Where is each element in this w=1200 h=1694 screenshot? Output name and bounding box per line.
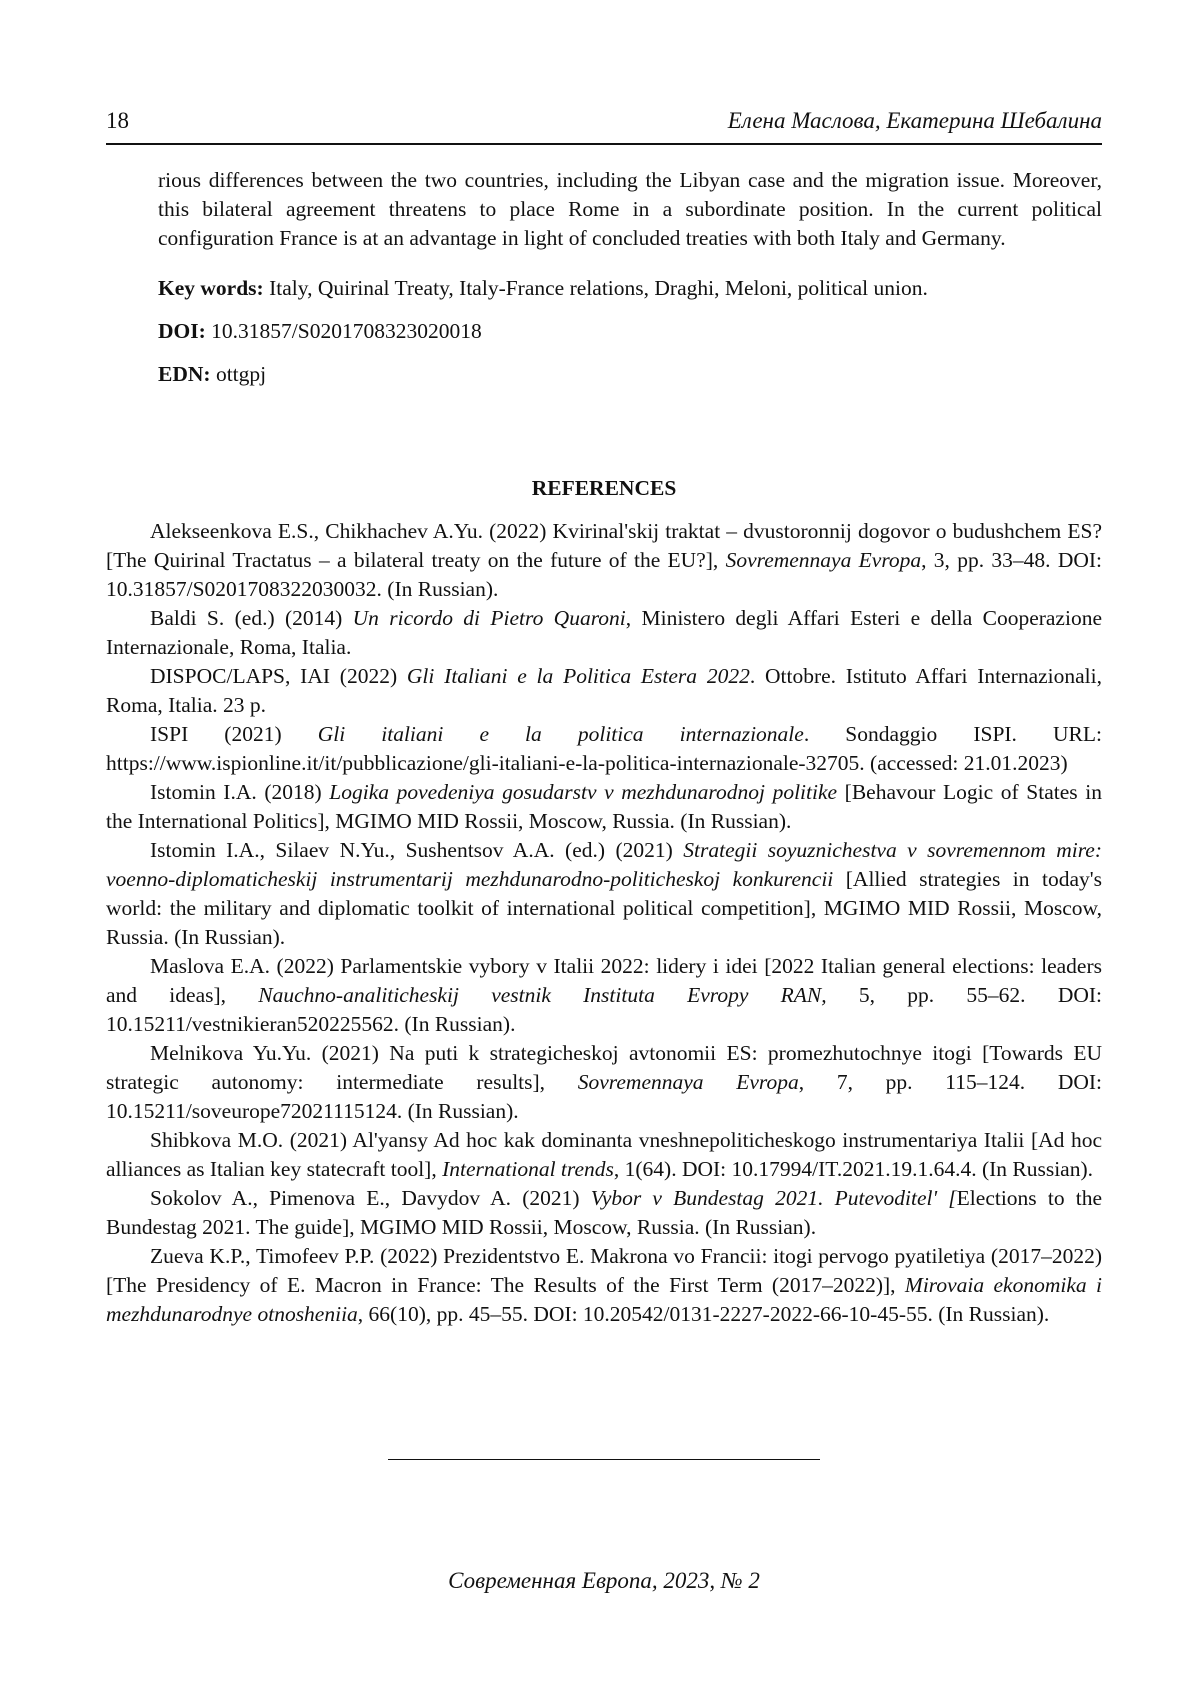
reference-text: DISPOC/LAPS, IAI (2022) bbox=[150, 664, 407, 688]
reference-entry bbox=[106, 662, 1102, 720]
reference-text: . Ottobre. Istituto Affari Internazionali, Roma, Italia. 23 p. bbox=[106, 664, 1102, 717]
references-heading: REFERENCES bbox=[531, 476, 677, 500]
reference-entry bbox=[106, 1039, 1102, 1126]
reference-text: Melnikova Yu.Yu. (2021) Na puti k strategicheskoj avtonomii ES: promezhutochnye itogi [Towards EU strategic autonomy: intermediate results], bbox=[106, 1041, 1102, 1094]
reference-text: , 66(10), pp. 45–55. DOI: 10.20542/0131-2227-2022-66-10-45-55. (In Russian). bbox=[357, 1302, 1050, 1326]
page-header bbox=[106, 103, 1102, 145]
reference-italic-title: Sovremennaya Evropa bbox=[725, 548, 922, 572]
reference-text: ISPI (2021) bbox=[150, 722, 318, 746]
reference-text: , 1(64). DOI: 10.17994/IT.2021.19.1.64.4. (In Russian). bbox=[613, 1157, 1094, 1181]
edn-label: EDN: bbox=[158, 362, 211, 386]
keywords-line bbox=[158, 274, 928, 303]
reference-italic-title: International trends bbox=[442, 1157, 614, 1181]
reference-text: Shibkova M.O. (2021) Al'yansy Ad hoc kak dominanta vneshnepoliticheskogo instrumentariya Italii [Ad hoc alliances as Italian key statecraft tool], bbox=[106, 1128, 1102, 1181]
reference-text: Istomin I.A. (2018) bbox=[150, 780, 330, 804]
reference-italic-title: Vybor v Bundestag 2021. Putevoditel' [ bbox=[590, 1186, 957, 1210]
doi-line bbox=[158, 317, 482, 346]
abstract-text: rious differences between the two countries, including the Libyan case and the migration issue. Moreover, this bilateral agreement threatens to place Rome in a subordinate position. In the current political configuration France is at an advantage in light of concluded treaties with both Italy and Germany. bbox=[158, 168, 1102, 250]
doi-label: DOI: bbox=[158, 319, 206, 343]
doi-value: 10.31857/S0201708323020018 bbox=[211, 319, 482, 343]
reference-text: Elections to the Bundestag 2021. The guide], MGIMO MID Rossii, Moscow, Russia. (In Russian). bbox=[106, 1186, 1103, 1239]
reference-entry bbox=[106, 1126, 1102, 1184]
reference-text: Zueva K.P., Timofeev P.P. (2022) Prezidentstvo E. Makrona vo Francii: itogi pervogo pyatiletiya (2017–2022) [The Presidency of E. Macron in France: The Results of the First Term (2017–2022)], bbox=[106, 1244, 1102, 1297]
reference-entry bbox=[106, 778, 1102, 836]
reference-entry bbox=[106, 952, 1102, 1039]
reference-text: , 3, pp. 33–48. DOI: 10.31857/S0201708322030032. (In Russian). bbox=[106, 548, 1103, 601]
reference-entry bbox=[106, 720, 1102, 778]
reference-italic-title: Sovremennaya Evropa bbox=[577, 1070, 799, 1094]
reference-text: Alekseenkova E.S., Chikhachev A.Yu. (2022) Kvirinal'skij traktat – dvustoronnij dogovor o budushchem ES? [The Quirinal Tractatus – a bilateral treaty on the future of the EU?], bbox=[106, 519, 1102, 572]
reference-italic-title: Strategii soyuznichestva v sovremennom mire: voenno-diplomaticheskij instrumentarij mezhdunarodno-politicheskoj konkurencii bbox=[106, 838, 1102, 891]
reference-text: , Ministero degli Affari Esteri e della Cooperazione Internazionale, Roma, Italia. bbox=[106, 606, 1102, 659]
abstract-continuation bbox=[158, 166, 1102, 253]
reference-italic-title: Mirovaia ekonomika i mezhdunarodnye otnosheniia bbox=[106, 1273, 1102, 1326]
reference-text: [Allied strategies in today's world: the military and diplomatic toolkit of international political competition], MGIMO MID Rossii, Moscow, Russia. (In Russian). bbox=[106, 867, 1102, 949]
reference-italic-title: Gli Italiani e la Politica Estera 2022 bbox=[406, 664, 750, 688]
reference-text: Baldi S. (ed.) (2014) bbox=[150, 606, 353, 630]
reference-entry bbox=[106, 836, 1102, 952]
page-number: 18 bbox=[106, 108, 129, 133]
reference-italic-title: Logika povedeniya gosudarstv v mezhdunarodnoj politike bbox=[329, 780, 838, 804]
end-divider bbox=[388, 1459, 820, 1460]
running-title: Елена Маслова, Екатерина Шебалина bbox=[727, 108, 1102, 133]
reference-text: Maslova E.A. (2022) Parlamentskie vybory v Italii 2022: lidery i idei [2022 Italian general elections: leaders and ideas], bbox=[106, 954, 1102, 1007]
reference-text: Sokolov A., Pimenova E., Davydov A. (2021) bbox=[150, 1186, 591, 1210]
reference-entry bbox=[106, 604, 1102, 662]
reference-entry bbox=[106, 517, 1102, 604]
reference-italic-title: Un ricordo di Pietro Quaroni bbox=[352, 606, 626, 630]
keywords-value: Italy, Quirinal Treaty, Italy-France relations, Draghi, Meloni, political union. bbox=[269, 276, 928, 300]
reference-text: [Behavour Logic of States in the International Politics], MGIMO MID Rossii, Moscow, Russia. (In Russian). bbox=[106, 780, 1102, 833]
reference-text: , 7, pp. 115–124. DOI: 10.15211/soveurope72021115124. (In Russian). bbox=[106, 1070, 1102, 1123]
reference-italic-title: Gli italiani e la politica internazionale bbox=[317, 722, 804, 746]
reference-text: 5, pp. 55–62. DOI: 10.15211/vestnikieran520225562. (In Russian). bbox=[106, 983, 1102, 1036]
edn-line bbox=[158, 360, 266, 389]
reference-entry bbox=[106, 1184, 1102, 1242]
edn-value: ottgpj bbox=[215, 362, 267, 386]
keywords-label: Key words: bbox=[158, 276, 264, 300]
reference-entry bbox=[106, 1242, 1102, 1329]
reference-text: . Sondaggio ISPI. URL: https://www.ispionline.it/it/pubblicazione/gli-italiani-e-la-politica-internazionale-32705. (accessed: 21.01.2023) bbox=[106, 722, 1102, 775]
journal-footer: Современная Европа, 2023, № 2 bbox=[448, 1568, 760, 1593]
reference-text: Istomin I.A., Silaev N.Yu., Sushentsov A.A. (ed.) (2021) bbox=[150, 838, 684, 862]
references-list bbox=[106, 517, 1102, 1329]
reference-italic-title: Nauchno-analiticheskij vestnik Instituta Evropy RAN, bbox=[258, 983, 827, 1007]
